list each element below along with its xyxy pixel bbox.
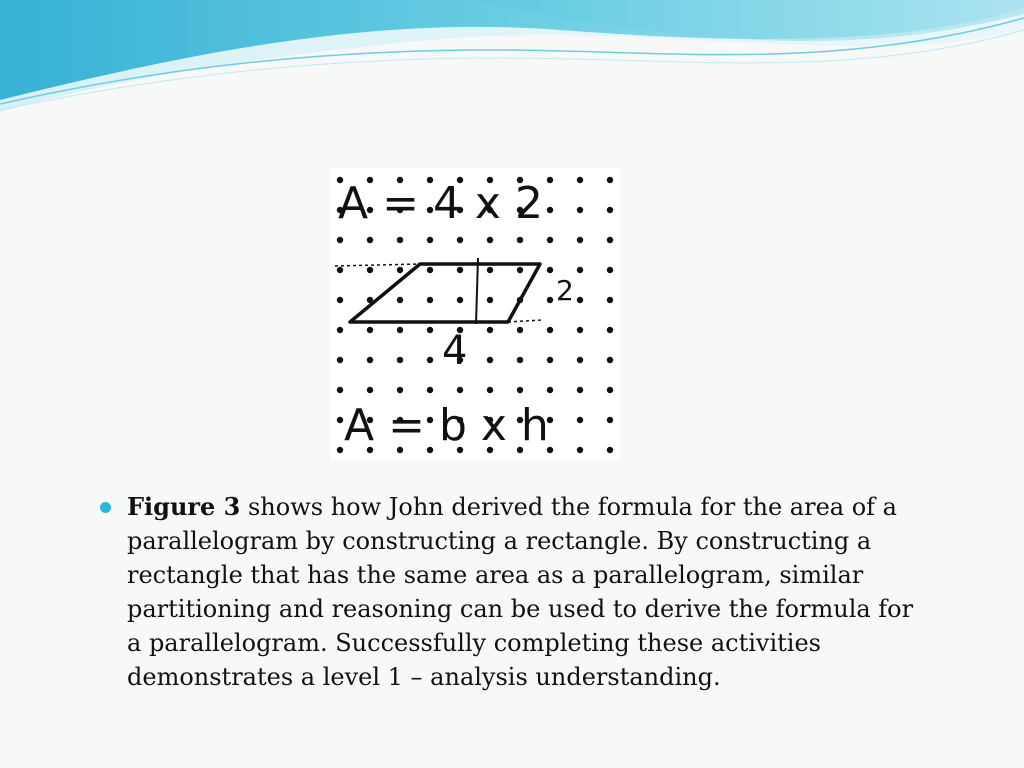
grid-dot	[517, 387, 523, 393]
handwritten-parallelogram-figure	[330, 168, 620, 460]
parallelogram-outline	[350, 264, 540, 322]
header-wave-decoration	[0, 0, 1024, 130]
grid-dot	[397, 387, 403, 393]
grid-dot	[457, 387, 463, 393]
grid-dot	[337, 417, 343, 423]
grid-dot	[607, 357, 613, 363]
grid-dot	[577, 417, 583, 423]
grid-dot	[607, 417, 613, 423]
grid-dot	[487, 357, 493, 363]
grid-dot	[457, 267, 463, 273]
grid-dot	[517, 237, 523, 243]
grid-dot	[487, 237, 493, 243]
grid-dot	[577, 237, 583, 243]
grid-dot	[337, 297, 343, 303]
grid-dot	[517, 327, 523, 333]
grid-dot	[427, 357, 433, 363]
grid-dot	[487, 327, 493, 333]
grid-dot	[547, 267, 553, 273]
grid-dot	[607, 267, 613, 273]
grid-dot	[547, 297, 553, 303]
grid-dot	[547, 387, 553, 393]
bullet-dot-icon	[100, 502, 111, 513]
grid-dot	[607, 237, 613, 243]
grid-dot	[457, 237, 463, 243]
grid-dot	[427, 387, 433, 393]
grid-dot	[577, 387, 583, 393]
grid-dot	[397, 357, 403, 363]
grid-dot	[367, 357, 373, 363]
bullet-body-text: shows how John derived the formula for the area of a parallelogram by constructing a rectangle. By constructing a rectangle that has the same area as a parallelogram, similar partitioning and reasoning can be used to derive the formula for a parallelogram. Successfully completing these activities demonstrates a level 1 – analysis understanding.	[127, 493, 914, 691]
grid-dot	[337, 357, 343, 363]
grid-dot	[427, 267, 433, 273]
grid-dot	[577, 447, 583, 453]
grid-dot	[577, 357, 583, 363]
grid-dot	[517, 267, 523, 273]
grid-dot	[427, 327, 433, 333]
grid-dot	[577, 267, 583, 273]
grid-dot	[367, 327, 373, 333]
grid-dot	[547, 177, 553, 183]
grid-dot	[607, 177, 613, 183]
grid-dot	[547, 237, 553, 243]
grid-dot	[427, 237, 433, 243]
grid-dot	[397, 327, 403, 333]
height-line	[476, 258, 478, 324]
grid-dot	[457, 297, 463, 303]
grid-dot	[607, 207, 613, 213]
dot-grid-drawing	[330, 168, 620, 460]
grid-dot	[337, 267, 343, 273]
grid-dot	[367, 267, 373, 273]
grid-dot	[337, 447, 343, 453]
grid-dot	[337, 327, 343, 333]
grid-dot	[547, 357, 553, 363]
formula-top: A = 4 x 2	[338, 178, 543, 229]
grid-dot	[547, 327, 553, 333]
grid-dot	[577, 297, 583, 303]
grid-dot	[547, 207, 553, 213]
grid-dot	[397, 237, 403, 243]
grid-dot	[607, 297, 613, 303]
grid-dot	[337, 237, 343, 243]
grid-dot	[607, 387, 613, 393]
grid-dot	[487, 297, 493, 303]
grid-dot	[487, 387, 493, 393]
bullet-paragraph	[127, 490, 930, 694]
grid-dot	[517, 357, 523, 363]
grid-dot	[577, 177, 583, 183]
grid-dot	[367, 237, 373, 243]
figure-reference: Figure 3	[127, 492, 241, 521]
grid-dot	[577, 327, 583, 333]
grid-dot	[607, 327, 613, 333]
height-label: 2	[556, 274, 574, 307]
formula-bottom: A = b x h	[344, 400, 549, 451]
grid-dot	[487, 267, 493, 273]
grid-dot	[397, 297, 403, 303]
base-label: 4	[442, 328, 468, 374]
grid-dot	[367, 387, 373, 393]
grid-dot	[397, 267, 403, 273]
bullet-item	[100, 490, 930, 694]
grid-dot	[577, 207, 583, 213]
grid-dot	[337, 387, 343, 393]
grid-dot	[427, 297, 433, 303]
grid-dot	[607, 447, 613, 453]
